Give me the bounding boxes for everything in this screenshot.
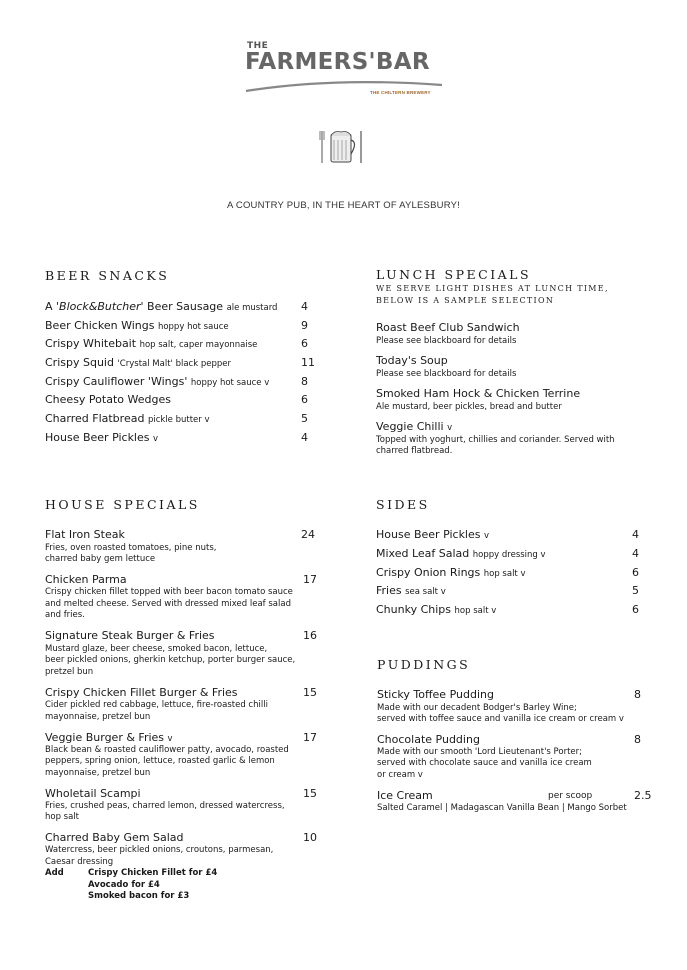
menu-item: Chocolate Pudding bbox=[377, 733, 480, 746]
item-description: served with toffee sauce and vanilla ice cream or cream v bbox=[377, 714, 624, 724]
item-price: 24 bbox=[301, 528, 315, 541]
house-specials-heading: HOUSE SPECIALS bbox=[45, 497, 200, 512]
item-price: 5 bbox=[301, 412, 308, 425]
addon-item: Avocado for £4 bbox=[88, 880, 160, 890]
item-description: Cider pickled red cabbage, lettuce, fire-roasted chilli bbox=[45, 700, 268, 710]
item-description: mayonnaise, pretzel bun bbox=[45, 712, 151, 722]
item-description: Black bean & roasted cauliflower patty, avocado, roasted bbox=[45, 745, 289, 755]
item-description: pretzel bun bbox=[45, 667, 94, 677]
add-label: Add bbox=[45, 868, 64, 878]
item-price: 8 bbox=[634, 733, 641, 746]
addon-item: Smoked bacon for £3 bbox=[88, 891, 190, 901]
item-price: 6 bbox=[632, 566, 639, 579]
item-description: Please see blackboard for details bbox=[376, 336, 517, 346]
sides-heading: SIDES bbox=[376, 497, 430, 512]
menu-item: Chicken Parma bbox=[45, 573, 127, 586]
addon-item: Crispy Chicken Fillet for £4 bbox=[88, 868, 218, 878]
item-price: 4 bbox=[301, 431, 308, 444]
menu-item: Crispy Onion Rings hop salt v bbox=[376, 566, 526, 579]
menu-item: Sticky Toffee Pudding bbox=[377, 688, 494, 701]
menu-item: Roast Beef Club Sandwich bbox=[376, 321, 520, 334]
item-description: Made with our smooth 'Lord Lieutenant's Porter; bbox=[377, 747, 582, 757]
logo-wordmark: FARMERS'BAR bbox=[245, 49, 430, 75]
item-description: Crispy chicken fillet topped with beer bacon tomato sauce bbox=[45, 587, 293, 597]
menu-item: A 'Block&Butcher' Beer Sausage ale mustard bbox=[45, 300, 278, 313]
item-description: charred baby gem lettuce bbox=[45, 554, 156, 564]
item-price: 15 bbox=[303, 787, 317, 800]
menu-item: Flat Iron Steak bbox=[45, 528, 125, 541]
item-description: Made with our decadent Bodger's Barley Wine; bbox=[377, 703, 577, 713]
menu-item: Charred Flatbread pickle butter v bbox=[45, 412, 210, 425]
logo-subtitle: THE CHILTERN BREWERY bbox=[370, 90, 431, 95]
menu-item: Today's Soup bbox=[376, 354, 448, 367]
item-price: 8 bbox=[634, 688, 641, 701]
item-price: 4 bbox=[632, 528, 639, 541]
item-price: 6 bbox=[301, 337, 308, 350]
item-description: Ale mustard, beer pickles, bread and butter bbox=[376, 402, 562, 412]
item-description: Watercress, beer pickled onions, croutons, parmesan, bbox=[45, 845, 274, 855]
tagline: A COUNTRY PUB, IN THE HEART OF AYLESBURY! bbox=[227, 200, 460, 211]
item-price: 8 bbox=[301, 375, 308, 388]
item-description: charred flatbread. bbox=[376, 446, 453, 456]
item-price: 17 bbox=[303, 573, 317, 586]
item-price: 2.5 bbox=[634, 789, 652, 802]
item-price: 6 bbox=[301, 393, 308, 406]
lunch-specials-heading: LUNCH SPECIALS bbox=[376, 267, 532, 282]
item-description: served with chocolate sauce and vanilla ice cream bbox=[377, 758, 592, 768]
item-price: 11 bbox=[301, 356, 315, 369]
puddings-heading: PUDDINGS bbox=[377, 657, 471, 672]
menu-item: Veggie Chilli v bbox=[376, 420, 453, 433]
menu-item: Wholetail Scampi bbox=[45, 787, 141, 800]
item-price: 6 bbox=[632, 603, 639, 616]
item-description: and melted cheese. Served with dressed mixed leaf salad bbox=[45, 599, 291, 609]
item-description: Fries, crushed peas, charred lemon, dressed watercress, bbox=[45, 801, 285, 811]
tankard-cutlery-icon bbox=[318, 128, 366, 166]
item-description: beer pickled onions, gherkin ketchup, porter burger sauce, bbox=[45, 655, 296, 665]
lunch-note-line1: WE SERVE LIGHT DISHES AT LUNCH TIME, bbox=[376, 284, 609, 293]
per-scoop-label: per scoop bbox=[548, 791, 593, 801]
menu-item: Ice Cream bbox=[377, 789, 433, 802]
menu-item: Crispy Cauliflower 'Wings' hoppy hot sauce v bbox=[45, 375, 270, 388]
menu-item: Crispy Chicken Fillet Burger & Fries bbox=[45, 686, 238, 699]
item-description: peppers, spring onion, lettuce, roasted garlic & lemon bbox=[45, 756, 275, 766]
logo-prefix: THE bbox=[247, 41, 269, 51]
item-description: hop salt bbox=[45, 812, 80, 822]
item-description: Please see blackboard for details bbox=[376, 369, 517, 379]
menu-item: Mixed Leaf Salad hoppy dressing v bbox=[376, 547, 546, 560]
item-description: Caesar dressing bbox=[45, 857, 114, 867]
menu-item: Chunky Chips hop salt v bbox=[376, 603, 497, 616]
menu-item: Crispy Squid 'Crystal Malt' black pepper bbox=[45, 356, 231, 369]
menu-item: House Beer Pickles v bbox=[376, 528, 490, 541]
menu-item: Signature Steak Burger & Fries bbox=[45, 629, 215, 642]
item-price: 10 bbox=[303, 831, 317, 844]
item-price: 4 bbox=[632, 547, 639, 560]
menu-item: Cheesy Potato Wedges bbox=[45, 393, 171, 406]
menu-item: Beer Chicken Wings hoppy hot sauce bbox=[45, 319, 229, 332]
item-price: 16 bbox=[303, 629, 317, 642]
item-description: Fries, oven roasted tomatoes, pine nuts, bbox=[45, 543, 217, 553]
menu-item: Veggie Burger & Fries v bbox=[45, 731, 173, 744]
menu-item: Charred Baby Gem Salad bbox=[45, 831, 184, 844]
item-price: 15 bbox=[303, 686, 317, 699]
item-description: Mustard glaze, beer cheese, smoked bacon, lettuce, bbox=[45, 644, 268, 654]
lunch-note-line2: BELOW IS A SAMPLE SELECTION bbox=[376, 296, 555, 305]
item-price: 17 bbox=[303, 731, 317, 744]
menu-item: Smoked Ham Hock & Chicken Terrine bbox=[376, 387, 581, 400]
item-description: Topped with yoghurt, chillies and coriander. Served with bbox=[376, 435, 615, 445]
item-description: or cream v bbox=[377, 770, 423, 780]
menu-item: Crispy Whitebait hop salt, caper mayonnaise bbox=[45, 337, 258, 350]
item-price: 4 bbox=[301, 300, 308, 313]
item-description: and fries. bbox=[45, 610, 85, 620]
beer-snacks-heading: BEER SNACKS bbox=[45, 268, 170, 283]
item-description: Salted Caramel | Madagascan Vanilla Bean | Mango Sorbet bbox=[377, 803, 627, 813]
item-price: 9 bbox=[301, 319, 308, 332]
item-price: 5 bbox=[632, 584, 639, 597]
item-description: mayonnaise, pretzel bun bbox=[45, 768, 151, 778]
menu-item: House Beer Pickles v bbox=[45, 431, 159, 444]
menu-item: Fries sea salt v bbox=[376, 584, 446, 597]
